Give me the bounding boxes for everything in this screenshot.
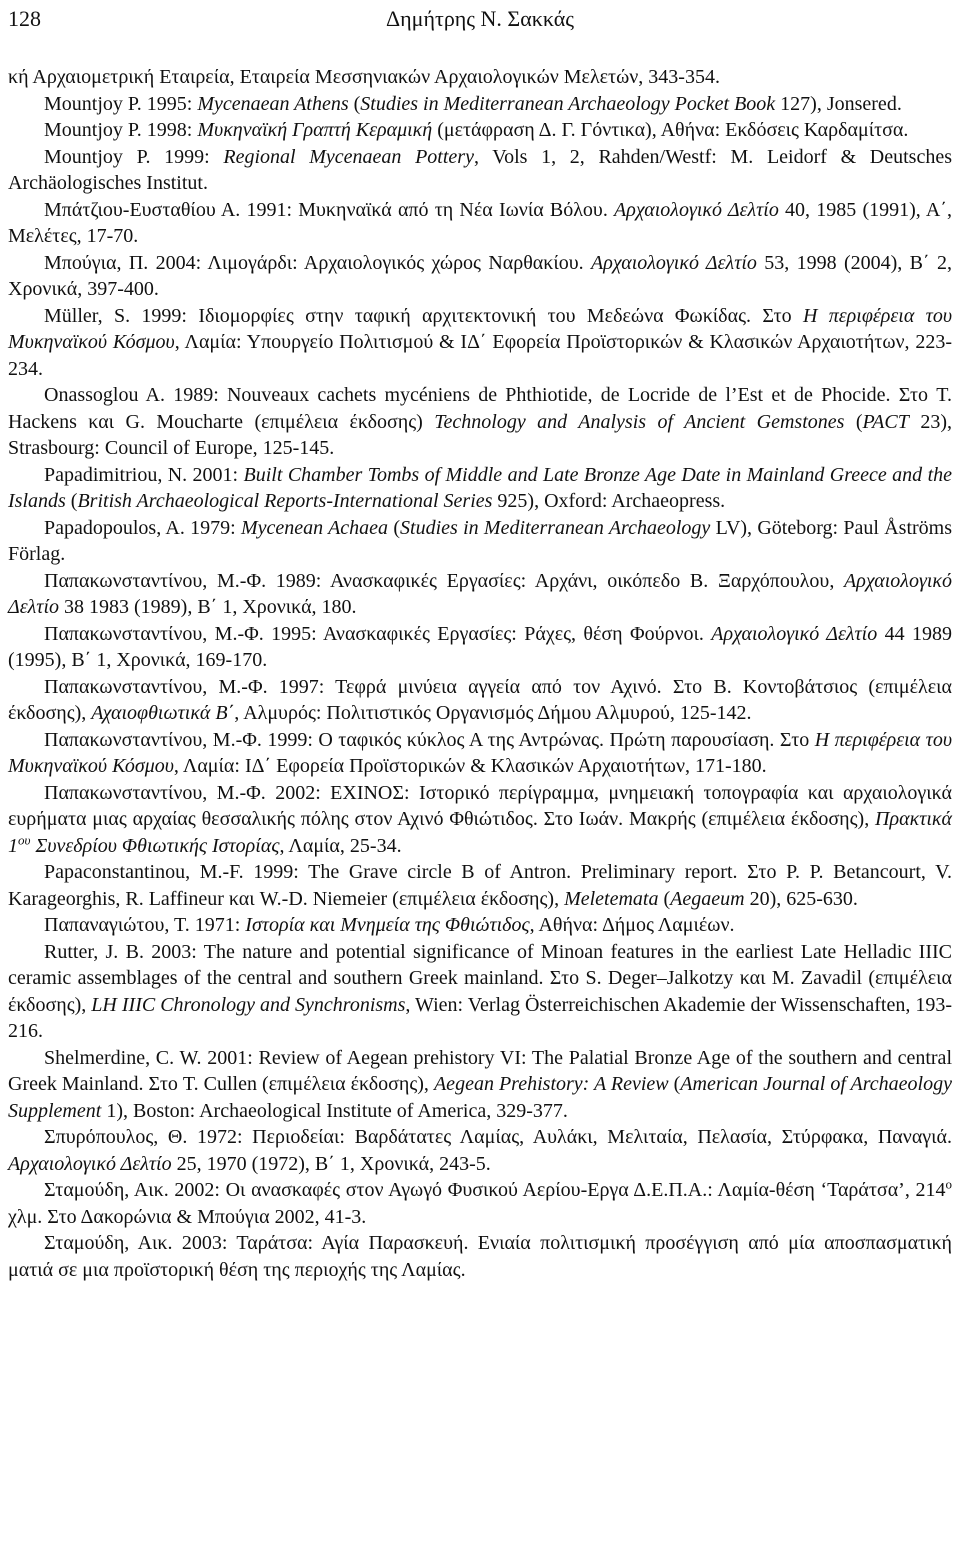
entry-text: 40, 1985 (1991), Α΄, Μελέτες, 17-70. <box>8 198 952 247</box>
entry-title-text: Αχαιοφθιωτικά Β΄ <box>91 702 235 724</box>
entry-text: 25, 1970 (1972), Β΄ 1, Χρονικά, 243-5. <box>171 1152 491 1175</box>
bibliography-entry <box>8 727 952 780</box>
entry-title-text: Η περιφέρεια του Μυκηναϊκού Κόσμου <box>8 304 952 353</box>
bibliography-entry <box>8 144 952 197</box>
entry-text: ( <box>658 887 671 910</box>
entry-text: Shelmerdine, C. W. 2001: Review of Aegean prehistory VI: The Palatial Bronze Age of the southern and central Greek Mainland. Στο T. Cullen (επιμέλεια έκδοσης), <box>8 1046 952 1095</box>
entry-title-text: Πρακτικά 1 <box>8 808 952 857</box>
entry-text: LV), Göteborg: Paul Åströms Förlag. <box>8 516 952 565</box>
entry-title-text: Aegaeum <box>670 887 745 910</box>
entry-text: Rutter, J. B. 2003: The nature and potential significance of Minoan features in the earliest Late Helladic IIIC ceramic assemblages of the central and southern Greek mainland. Στο S. Deger–Jalkotzy και M. Zavadil (επιμέλεια έκδοσης), <box>8 940 952 1016</box>
entry-title-text: Αρχαιολογικό Δελτίο <box>711 622 878 645</box>
entry-text: Μπάτζιου-Ευσταθίου Α. 1991: Μυκηναϊκά από τη Νέα Ιωνία Βόλου. <box>44 198 615 221</box>
entry-title-text: Αρχαιολογικό Δελτίο <box>8 569 952 618</box>
entry-text: (μετάφραση Δ. Γ. Γόντικα), Αθήνα: Εκδόσεις Καρδαμίτσα. <box>432 119 909 141</box>
entry-text: ο <box>945 1176 952 1192</box>
entry-text: Σταμούδη, Αικ. 2002: Οι ανασκαφές στον Αγωγό Φυσικού Αερίου-Εργα Δ.Ε.Π.Α.: Λαμία-θέση ‘Ταράτσα’, 214 <box>44 1179 946 1201</box>
bibliography-entry <box>8 250 952 303</box>
entry-text: Mountjoy P. 1998: <box>44 119 198 141</box>
entry-text: Παπακωνσταντίνου, Μ.-Φ. 2002: ΕΧΙΝΟΣ: Ιστορικό περίγραμμα, μνημειακή τοπογραφία και αρχαιολογικά ευρήματα μιας αρχαίας θεσσαλικής πόλης στον Αχινό Φθιώτιδος. Στο Ιωάν. Μακρής (επιμέλεια έκδοσης), <box>8 781 952 830</box>
entry-text: , Vols 1, 2, Rahden/Westf: M. Leidorf & Deutsches Archäologisches Institut. <box>8 145 953 194</box>
entry-title-text: Αρχαιολογικό Δελτίο <box>8 1152 172 1175</box>
bibliography-entry <box>8 197 952 250</box>
entry-text: Mountjoy P. 1995: <box>44 92 198 115</box>
page-number: 128 <box>8 6 41 31</box>
entry-text: Παπακωνσταντίνου, Μ.-Φ. 1999: Ο ταφικός κύκλος Α της Αντρώνας. Πρώτη παρουσίαση. Στο <box>44 728 815 751</box>
entry-text: Σπυρόπουλος, Θ. 1972: Περιοδείαι: Βαρδάτατες Λαμίας, Αυλάκι, Μελιταία, Πελασία, Στύρφακα, Παναγιά. <box>44 1126 952 1148</box>
bibliography-entry <box>8 91 952 118</box>
entry-title-text: Studies in Mediterranean Archaeology <box>400 516 711 539</box>
entry-title-text: Συνεδρίου Φθιωτικής Ιστορίας <box>30 834 280 857</box>
entry-text: ( <box>388 516 401 539</box>
entry-text: Μπούγια, Π. 2004: Λιμογάρδι: Αρχαιολογικός χώρος Ναρθακίου. <box>44 251 591 274</box>
entry-text: , Λαμία: Υπουργείο Πολιτισμού & ΙΔ΄ Εφορεία Προϊστορικών & Κλασικών Αρχαιοτήτων, 223-234. <box>8 331 952 380</box>
entry-text: Müller, S. 1999: Ιδιομορφίες στην ταφική αρχιτεκτονική του Μεδεώνα Φωκίδας. Στο <box>44 304 803 327</box>
entry-text: , Wien: Verlag Österreichischen Akademie der Wissenschaften, 193-216. <box>8 993 952 1042</box>
entry-title-text: Regional Mycenaean Pottery <box>223 145 474 168</box>
bibliography-entry <box>8 515 952 568</box>
entry-text: 44 1989 (1995), Β΄ 1, Χρονικά, 169-170. <box>8 622 952 671</box>
entry-text: 1), Boston: Archaeological Institute of America, 329-377. <box>101 1099 568 1122</box>
entry-text: 23), Strasbourg: Council of Europe, 125-145. <box>8 410 952 459</box>
bibliography-entry <box>8 674 952 727</box>
bibliography-entry <box>8 303 952 383</box>
entry-title-text: Aegean Prehistory: A Review <box>433 1073 669 1095</box>
entry-text: ( <box>65 490 78 512</box>
entry-text: ( <box>668 1073 681 1095</box>
entry-text: Onassoglou A. 1989: Nouveaux cachets mycéniens de Phthiotide, de Locride de l’Est et de Phocide. Στο T. Hackens και G. Moucharte (επιμέλεια έκδοσης) <box>8 384 952 433</box>
entry-text: , Λαμία, 25-34. <box>279 834 402 857</box>
bibliography-entry <box>8 382 952 462</box>
bibliography-entry <box>8 64 952 91</box>
entry-text: κή Αρχαιομετρική Εταιρεία, Εταιρεία Μεσσηνιακών Αρχαιολογικών Μελετών, 343-354. <box>8 66 720 88</box>
entry-text: ( <box>348 92 361 115</box>
entry-text: Mountjoy P. 1999: <box>44 145 224 168</box>
entry-text: Papaconstantinou, M.-F. 1999: The Grave circle B of Antron. Preliminary report. Στο P. P. Betancourt, V. Karageorghis, R. Laffineur και W.-D. Niemeier (επιμέλεια έκδοσης), <box>8 861 952 910</box>
entry-title-text: American Journal of Archaeology Supplement <box>8 1073 952 1122</box>
entry-title-text: PACT <box>862 410 909 433</box>
entry-title-text: British Archaeological Reports-International Series <box>77 490 493 512</box>
bibliography-entry <box>8 780 952 860</box>
bibliography-entry <box>8 1230 952 1283</box>
bibliography-entry <box>8 859 952 912</box>
entry-text: , Αλμυρός: Πολιτιστικός Οργανισμός Δήμου Αλμυρού, 125-142. <box>234 702 752 724</box>
entry-text: Σταμούδη, Αικ. 2003: Ταράτσα: Αγία Παρασκευή. Ενιαία πολιτισμική προσέγγιση από μία αποσπασματική ματιά σε μια προϊστορική θέση της περιοχής της Λαμίας. <box>8 1232 952 1281</box>
entry-text: χλμ. Στο Δακορώνια & Μπούγια 2002, 41-3. <box>8 1205 367 1228</box>
entry-title-text: Η περιφέρεια του Μυκηναϊκού Κόσμου <box>8 728 952 777</box>
running-head <box>8 6 952 36</box>
entry-title-text: Μυκηναϊκή Γραπτή Κεραμική <box>197 119 433 141</box>
entry-title-text: Mycenean Achaea <box>240 516 389 539</box>
entry-title-text: ου <box>18 831 31 847</box>
entry-title-text: Technology and Analysis of Ancient Gemstones <box>434 410 845 433</box>
bibliography-entry <box>8 621 952 674</box>
bibliography-entry <box>8 462 952 515</box>
running-head-author: Δημήτρης Ν. Σακκάς <box>386 6 574 31</box>
entry-text: , Λαμία: ΙΔ΄ Εφορεία Προϊστορικών & Κλασικών Αρχαιοτήτων, 171-180. <box>173 755 767 777</box>
entry-text: Παπαναγιώτου, Τ. 1971: <box>44 914 246 936</box>
entry-title-text: Αρχαιολογικό Δελτίο <box>591 251 757 274</box>
bibliography-entry <box>8 117 952 144</box>
entry-text: 925), Oxford: Archaeopress. <box>492 490 726 512</box>
entry-title-text: Built Chamber Tombs of Middle and Late Bronze Age Date in Mainland Greece and the Islands <box>8 463 953 512</box>
entry-text: 127), Jonsered. <box>775 92 902 115</box>
entry-text: 20), 625-630. <box>744 887 858 910</box>
entry-text: Papadopoulos, A. 1979: <box>44 516 241 539</box>
entry-text: Παπακωνσταντίνου, Μ.-Φ. 1995: Ανασκαφικές Εργασίες: Ράχες, θέση Φούρνοι. <box>44 622 712 645</box>
bibliography-entry <box>8 939 952 1045</box>
bibliography-entry <box>8 568 952 621</box>
entry-title-text: Mycenaean Athens <box>197 92 349 115</box>
entry-title-text: LH IIIC Chronology and Synchronisms <box>91 993 406 1016</box>
entry-title-text: Studies in Mediterranean Archaeology Pocket Book <box>360 92 776 115</box>
bibliography-entry <box>8 1177 952 1230</box>
bibliography-entry <box>8 912 952 939</box>
entry-title-text: Meletemata <box>564 887 659 910</box>
entry-text: 38 1983 (1989), Β΄ 1, Χρονικά, 180. <box>59 596 357 618</box>
bibliography-entry <box>8 1045 952 1125</box>
entry-text: Παπακωνσταντίνου, Μ.-Φ. 1989: Ανασκαφικές Εργασίες: Αρχάνι, οικόπεδο Β. Ξαρχόπουλου, <box>44 569 845 592</box>
bibliography-list <box>8 64 952 1283</box>
entry-title-text: Ιστορία και Μνημεία της Φθιώτιδος <box>245 914 530 936</box>
bibliography-entry <box>8 1124 952 1177</box>
entry-text: , Αθήνα: Δήμος Λαμιέων. <box>529 914 735 936</box>
entry-text: Papadimitriou, N. 2001: <box>44 463 244 486</box>
entry-text: ( <box>844 410 863 433</box>
entry-text: 53, 1998 (2004), Β΄ 2, Χρονικά, 397-400. <box>8 251 952 300</box>
entry-title-text: Αρχαιολογικό Δελτίο <box>614 198 779 221</box>
entry-text: Παπακωνσταντίνου, Μ.-Φ. 1997: Τεφρά μινύεια αγγεία από τον Αχινό. Στο Β. Κοντοβάτσιος (επιμέλεια έκδοσης), <box>8 675 952 724</box>
